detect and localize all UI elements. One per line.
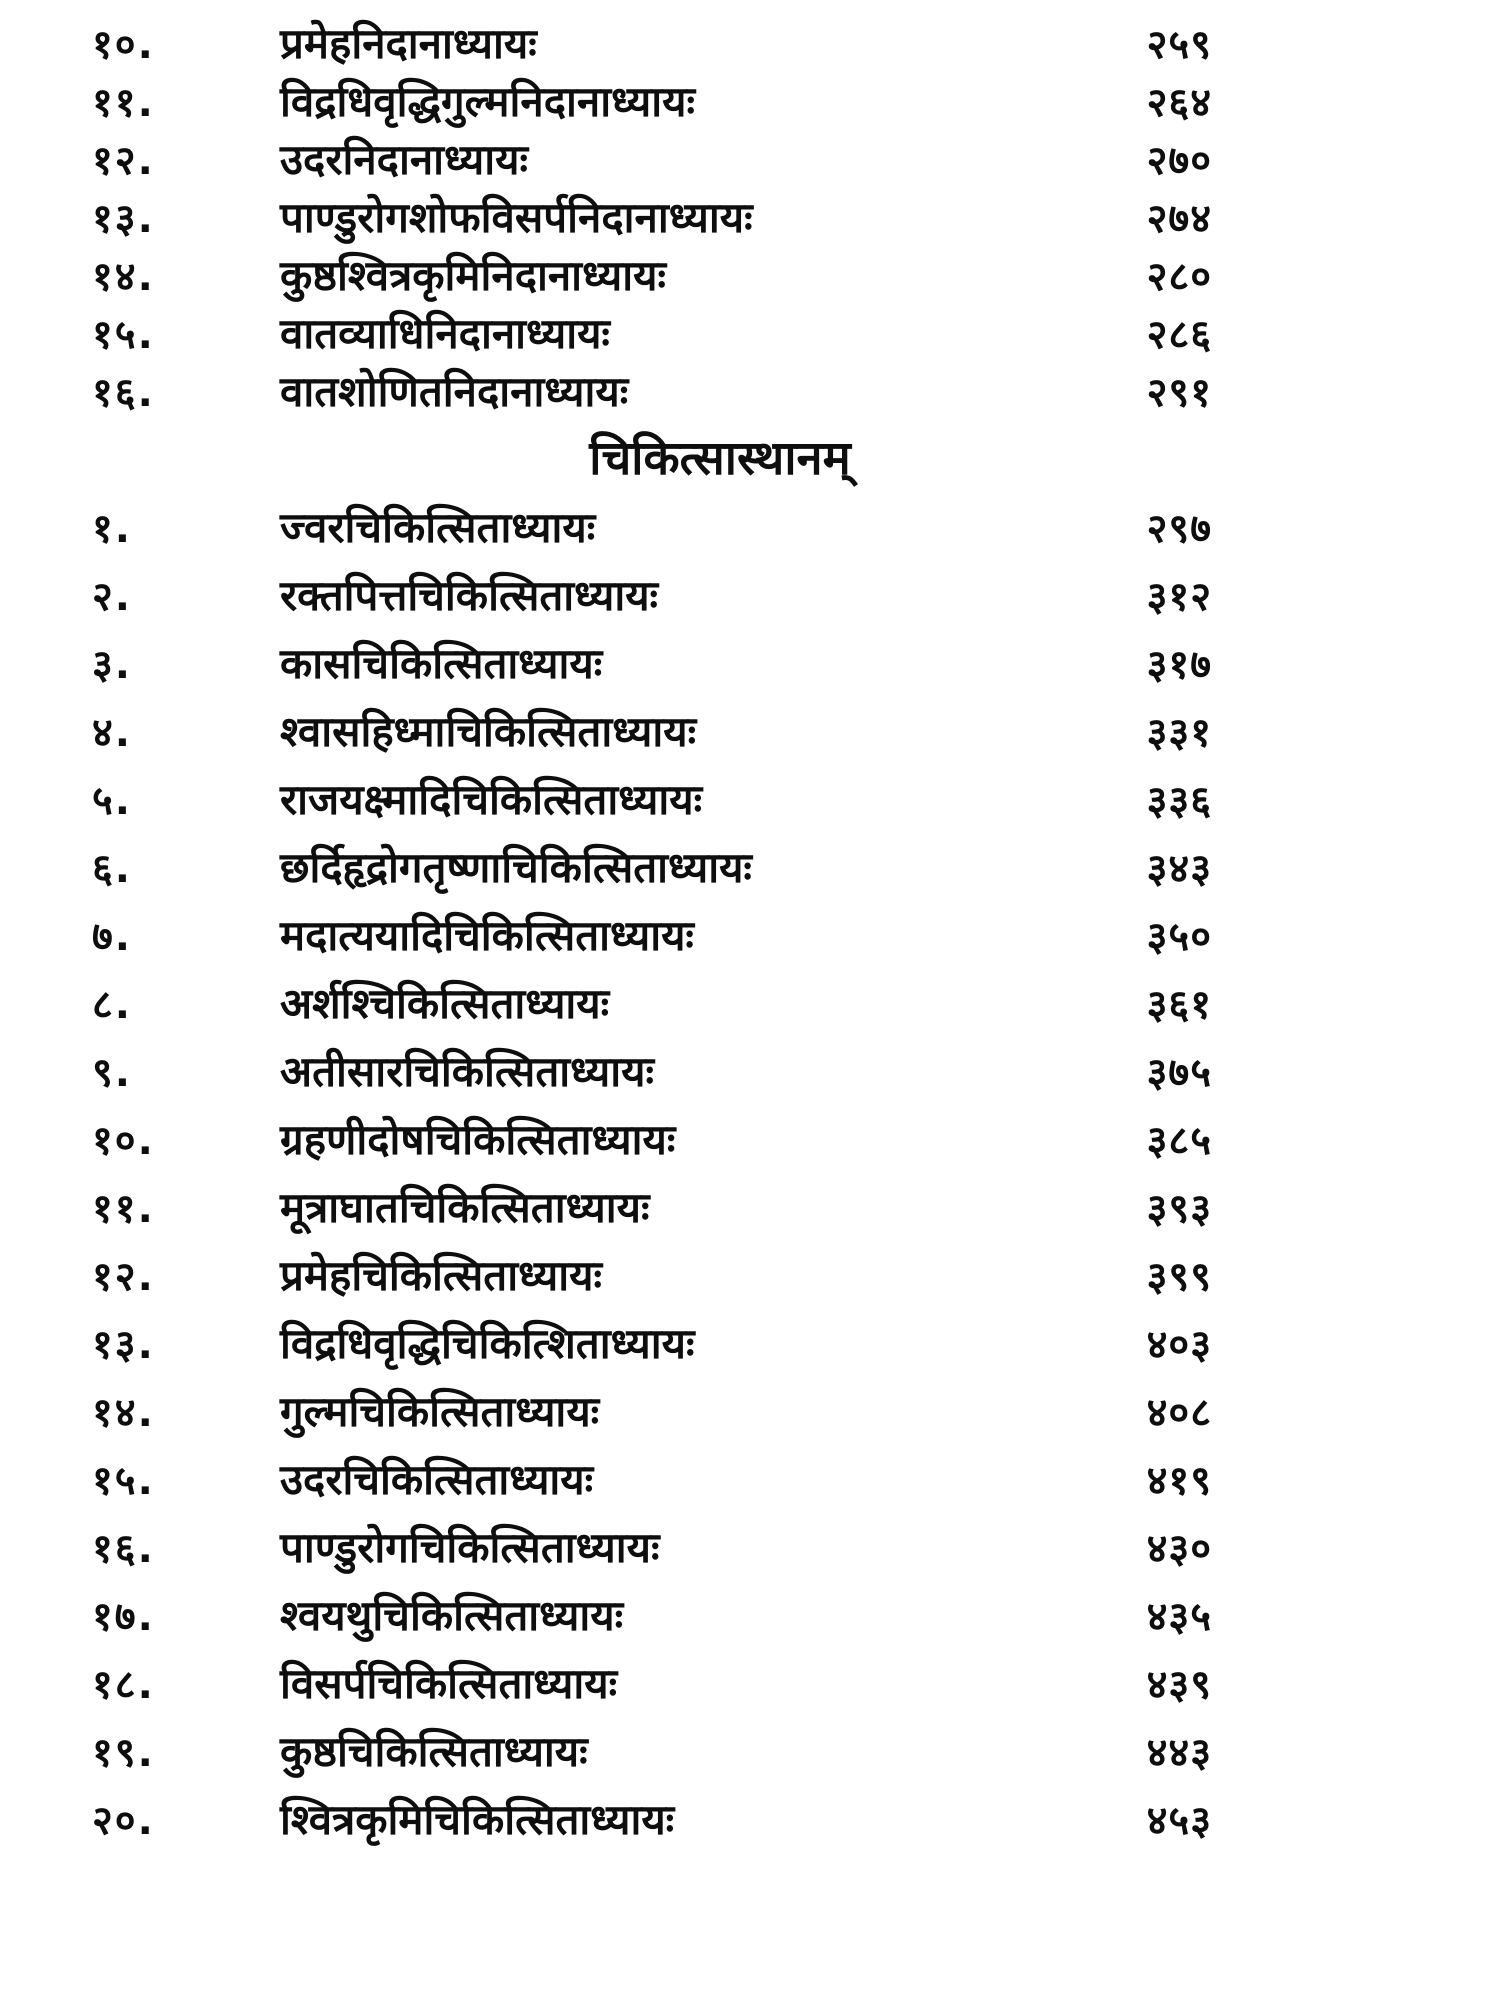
chapter-title: विद्रधिवृद्धिचिकित्शिताध्यायः xyxy=(280,1319,695,1368)
page-number: २७४ xyxy=(1146,196,1212,242)
toc-row xyxy=(0,702,1500,770)
toc-row xyxy=(0,974,1500,1042)
chapter-number: १७. xyxy=(92,1594,155,1640)
toc-row xyxy=(0,246,1500,304)
chapter-number: १४. xyxy=(92,254,155,300)
toc-row xyxy=(0,906,1500,974)
chapter-number: १८. xyxy=(92,1662,155,1708)
chapter-title: अतीसारचिकित्सिताध्यायः xyxy=(280,1047,655,1096)
page-number: ३७५ xyxy=(1146,1050,1212,1096)
chapter-number: २०. xyxy=(92,1798,155,1844)
toc-row xyxy=(0,1314,1500,1382)
chapter-title: प्रमेहनिदानाध्यायः xyxy=(280,19,537,68)
chapter-number: ७. xyxy=(92,914,132,960)
chapter-number: १४. xyxy=(92,1390,155,1436)
chapter-title: उदरचिकित्सिताध्यायः xyxy=(280,1455,594,1504)
toc-row xyxy=(0,130,1500,188)
chapter-title: कुष्ठश्वित्रकृमिनिदानाध्यायः xyxy=(280,251,666,300)
page-number: २८० xyxy=(1146,254,1212,300)
chapter-number: २. xyxy=(92,574,132,620)
page-number: ४३९ xyxy=(1146,1662,1212,1708)
chapter-number: १२. xyxy=(92,138,155,184)
page-number: ४३० xyxy=(1146,1526,1212,1572)
chapter-title: मदात्ययादिचिकित्सिताध्यायः xyxy=(280,911,694,960)
toc-row xyxy=(0,1178,1500,1246)
chapter-title: विसर्पचिकित्सिताध्यायः xyxy=(280,1659,618,1708)
toc-row xyxy=(0,1654,1500,1722)
chapter-number: ४. xyxy=(92,710,132,756)
chapter-number: ५. xyxy=(92,778,132,824)
page-number: २९७ xyxy=(1146,506,1212,552)
chapter-number: १६. xyxy=(92,370,155,416)
toc-row xyxy=(0,1518,1500,1586)
chapter-title: पाण्डुरोगचिकित्सिताध्यायः xyxy=(280,1523,660,1572)
chapter-number: १५. xyxy=(92,1458,155,1504)
page-number: ३५० xyxy=(1146,914,1212,960)
chapter-title: वातव्याधिनिदानाध्यायः xyxy=(280,309,610,358)
toc-row xyxy=(0,1722,1500,1790)
page-number: २९१ xyxy=(1146,370,1212,416)
toc-row xyxy=(0,634,1500,702)
toc-row xyxy=(0,188,1500,246)
chapter-title: गुल्मचिकित्सिताध्यायः xyxy=(280,1387,600,1436)
page-number: ३८५ xyxy=(1146,1118,1212,1164)
toc-row xyxy=(0,362,1500,420)
chapter-number: ९. xyxy=(92,1050,132,1096)
page-number: २८६ xyxy=(1146,312,1212,358)
chapter-number: १५. xyxy=(92,312,155,358)
chapter-number: १. xyxy=(92,506,132,552)
toc-row xyxy=(0,1450,1500,1518)
page-number: ४४३ xyxy=(1146,1730,1212,1776)
page-number: ३६१ xyxy=(1146,982,1212,1028)
page-number: ३१७ xyxy=(1146,642,1212,688)
chapter-number: १३. xyxy=(92,196,155,242)
toc-row xyxy=(0,770,1500,838)
page-number: २६४ xyxy=(1146,80,1212,126)
toc-row xyxy=(0,14,1500,72)
toc-row xyxy=(0,1246,1500,1314)
page-number: ३४३ xyxy=(1146,846,1212,892)
page-number: ४०३ xyxy=(1146,1322,1212,1368)
chapter-number: १९. xyxy=(92,1730,155,1776)
page-number: ४३५ xyxy=(1146,1594,1212,1640)
chapter-title: रक्तपित्तचिकित्सिताध्यायः xyxy=(280,571,659,620)
chapter-title: श्वयथुचिकित्सिताध्यायः xyxy=(280,1591,624,1640)
chapter-title: ज्वरचिकित्सिताध्यायः xyxy=(280,503,596,552)
page-number: ३३६ xyxy=(1146,778,1212,824)
chapter-number: १६. xyxy=(92,1526,155,1572)
toc-row xyxy=(0,1790,1500,1858)
section-heading: चिकित्सास्थानम् xyxy=(589,431,851,486)
page-number: २७० xyxy=(1146,138,1212,184)
chapter-number: १३. xyxy=(92,1322,155,1368)
chapter-title: अर्शश्चिकित्सिताध्यायः xyxy=(280,979,610,1028)
chapter-number: १०. xyxy=(92,22,155,68)
toc-row xyxy=(0,72,1500,130)
chapter-number: ११. xyxy=(92,1186,155,1232)
chapter-title: मूत्राघातचिकित्सिताध्यायः xyxy=(280,1183,650,1232)
chapter-title: श्वासहिध्माचिकित्सिताध्यायः xyxy=(280,707,697,756)
chapter-number: ६. xyxy=(92,846,132,892)
chapter-title: राजयक्ष्मादिचिकित्सिताध्यायः xyxy=(280,775,703,824)
toc-row xyxy=(0,1042,1500,1110)
chapter-title: छर्दिहृद्रोगतृष्णाचिकित्सिताध्यायः xyxy=(280,843,752,892)
chapter-number: ३. xyxy=(92,642,132,688)
toc-row xyxy=(0,1110,1500,1178)
chapter-title: प्रमेहचिकित्सिताध्यायः xyxy=(280,1251,602,1300)
chapter-title: कासचिकित्सिताध्यायः xyxy=(280,639,603,688)
chapter-number: ११. xyxy=(92,80,155,126)
toc-row xyxy=(0,498,1500,566)
toc-row xyxy=(0,304,1500,362)
page-number: ३१२ xyxy=(1146,574,1212,620)
page-number: ४५३ xyxy=(1146,1798,1212,1844)
page-number: २५९ xyxy=(1146,22,1212,68)
chapter-title: ग्रहणीदोषचिकित्सिताध्यायः xyxy=(280,1115,676,1164)
page-number: ४०८ xyxy=(1146,1390,1212,1436)
chapter-title: वातशोणितनिदानाध्यायः xyxy=(280,367,629,416)
toc-row xyxy=(0,838,1500,906)
page-number: ३३१ xyxy=(1146,710,1212,756)
toc-row xyxy=(0,566,1500,634)
page-number: ३९९ xyxy=(1146,1254,1212,1300)
chapter-title: विद्रधिवृद्धिगुल्मनिदानाध्यायः xyxy=(280,77,695,126)
chapter-number: ८. xyxy=(92,982,132,1028)
chapter-title: उदरनिदानाध्यायः xyxy=(280,135,528,184)
page-number: ४१९ xyxy=(1146,1458,1212,1504)
page-number: ३९३ xyxy=(1146,1186,1212,1232)
toc-row xyxy=(0,1586,1500,1654)
toc-row xyxy=(0,1382,1500,1450)
chapter-title: पाण्डुरोगशोफविसर्पनिदानाध्यायः xyxy=(280,193,753,242)
chapter-number: १२. xyxy=(92,1254,155,1300)
chapter-title: कुष्ठचिकित्सिताध्यायः xyxy=(280,1727,588,1776)
chapter-title: श्वित्रकृमिचिकित्सिताध्यायः xyxy=(280,1795,675,1844)
chapter-number: १०. xyxy=(92,1118,155,1164)
